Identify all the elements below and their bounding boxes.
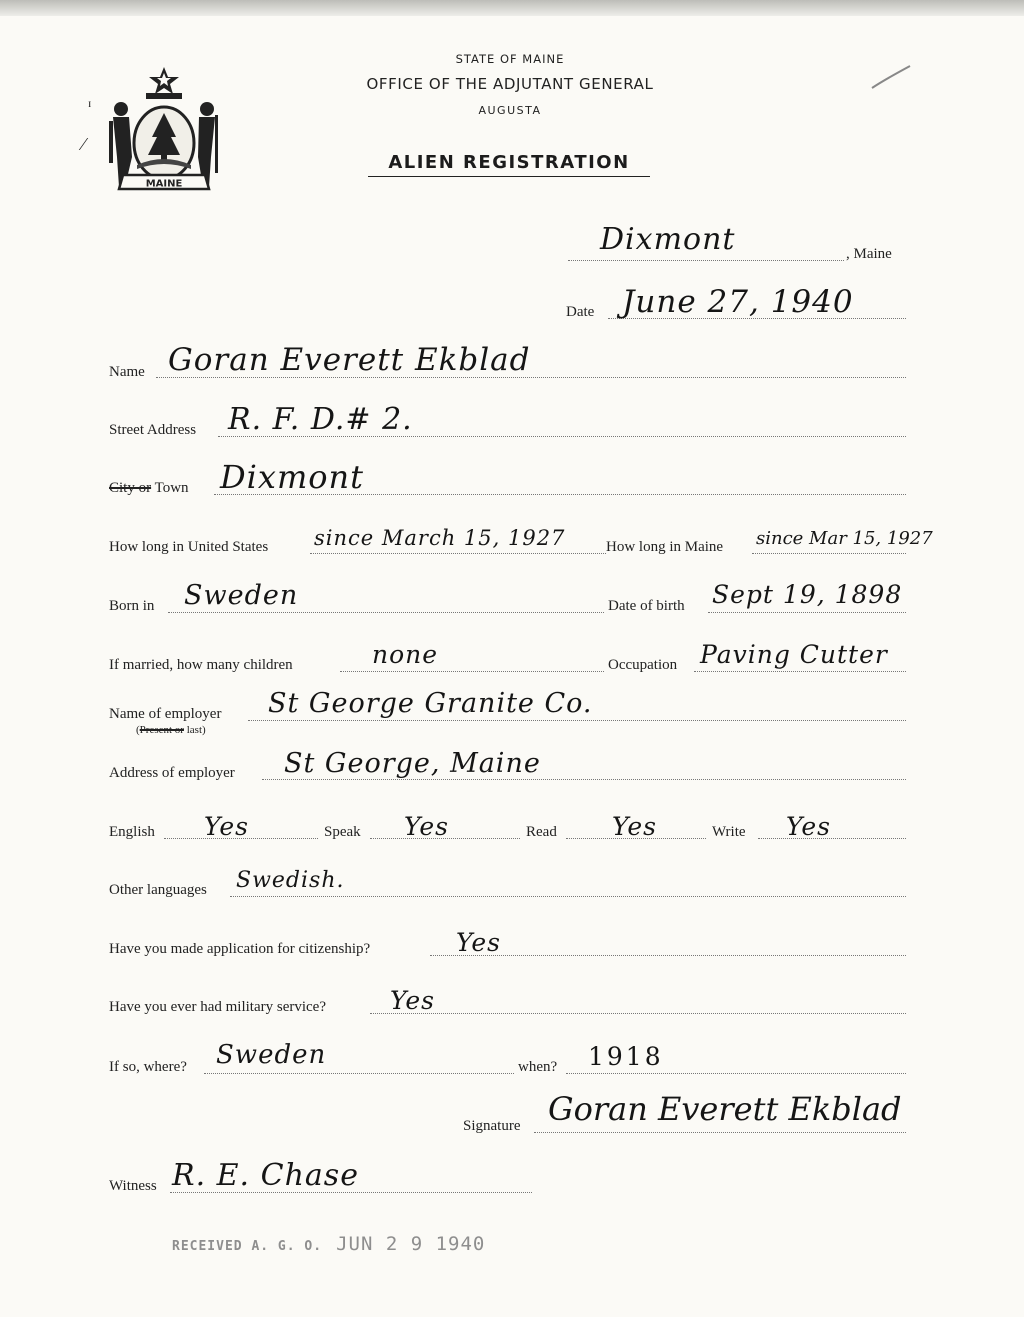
born-in-label: Born in [109, 598, 155, 614]
name-label: Name [109, 364, 145, 380]
citizenship-value: Yes [456, 928, 501, 957]
other-languages-line [230, 896, 906, 897]
occupation-value: Paving Cutter [700, 640, 888, 669]
place-value: Dixmont [600, 222, 736, 257]
place-line [568, 260, 844, 261]
children-value: none [372, 640, 439, 669]
form-title: ALIEN REGISTRATION [368, 152, 650, 177]
how-long-us-line [310, 553, 606, 554]
dob-line [708, 612, 906, 613]
stamp-received-text: RECEIVED A. G. O. [172, 1239, 323, 1254]
english-label: English [109, 824, 155, 840]
employer-name-value: St George Granite Co. [268, 688, 593, 719]
when-line [566, 1073, 906, 1074]
military-value: Yes [390, 986, 435, 1015]
read-label: Read [526, 824, 557, 840]
occupation-label: Occupation [608, 657, 678, 673]
town-label-text: Town [154, 480, 189, 496]
when-label: when? [518, 1059, 558, 1075]
where-line [204, 1073, 514, 1074]
citizenship-line [430, 955, 906, 956]
date-label: Date [566, 304, 595, 320]
street-value: R. F. D.# 2. [228, 402, 413, 437]
write-value: Yes [786, 812, 831, 841]
signature-label: Signature [463, 1118, 521, 1134]
read-value: Yes [612, 812, 657, 841]
write-line [758, 838, 906, 839]
sublabel-rest: last) [183, 724, 206, 736]
where-label: If so, where? [109, 1059, 187, 1075]
citizenship-label: Have you made application for citizenship? [109, 941, 371, 957]
employer-name-sublabel [136, 724, 206, 736]
name-value: Goran Everett Ekblad [168, 342, 531, 378]
street-label: Street Address [109, 422, 197, 438]
place-suffix: , Maine [846, 246, 892, 262]
date-value: June 27, 1940 [622, 284, 854, 320]
how-long-us-label: How long in United States [109, 539, 269, 555]
header-state: STATE OF MAINE [455, 52, 565, 66]
stamp-date-text: JUN 2 9 1940 [336, 1233, 486, 1255]
occupation-line [694, 671, 906, 672]
born-in-line [168, 612, 604, 613]
state-seal-icon [105, 65, 223, 191]
employer-name-label: Name of employer [109, 706, 222, 722]
received-stamp [172, 1233, 485, 1255]
signature-line [534, 1132, 906, 1133]
employer-address-value: St George, Maine [284, 748, 541, 779]
military-line [370, 1013, 906, 1014]
margin-mark-icon: ⁄ [82, 134, 86, 154]
write-label: Write [712, 824, 746, 840]
scan-edge [0, 0, 1024, 16]
witness-value: R. E. Chase [172, 1158, 359, 1193]
dob-label: Date of birth [608, 598, 685, 614]
town-label [109, 480, 189, 497]
speak-label: Speak [324, 824, 361, 840]
signature-value: Goran Everett Ekblad [548, 1090, 902, 1128]
other-languages-value: Swedish. [236, 868, 345, 893]
employer-name-line [248, 720, 906, 721]
military-label: Have you ever had military service? [109, 999, 326, 1015]
how-long-maine-label: How long in Maine [606, 539, 724, 555]
how-long-maine-value: since Mar 15, 1927 [756, 528, 933, 549]
check-mark-icon [870, 62, 914, 92]
sublabel-open: ( [136, 724, 140, 736]
children-label: If married, how many children [109, 657, 293, 673]
children-line [340, 671, 604, 672]
english-value: Yes [204, 812, 249, 841]
header-office: OFFICE OF THE ADJUTANT GENERAL [366, 75, 654, 93]
town-value: Dixmont [220, 458, 365, 496]
other-languages-label: Other languages [109, 882, 207, 898]
town-label-struck: City or [109, 480, 152, 496]
header-city: AUGUSTA [478, 104, 542, 117]
sublabel-struck: Present or [139, 724, 184, 736]
employer-address-label: Address of employer [109, 765, 235, 781]
where-value: Sweden [216, 1040, 327, 1070]
born-in-value: Sweden [184, 580, 299, 611]
how-long-us-value: since March 15, 1927 [314, 526, 566, 550]
margin-mark-icon: ɪ [88, 96, 92, 110]
witness-label: Witness [109, 1178, 157, 1194]
seal-banner-text: MAINE [145, 178, 183, 190]
employer-address-line [262, 779, 906, 780]
dob-value: Sept 19, 1898 [712, 580, 903, 609]
how-long-maine-line [752, 553, 906, 554]
speak-value: Yes [404, 812, 449, 841]
when-value: 1918 [588, 1042, 664, 1071]
